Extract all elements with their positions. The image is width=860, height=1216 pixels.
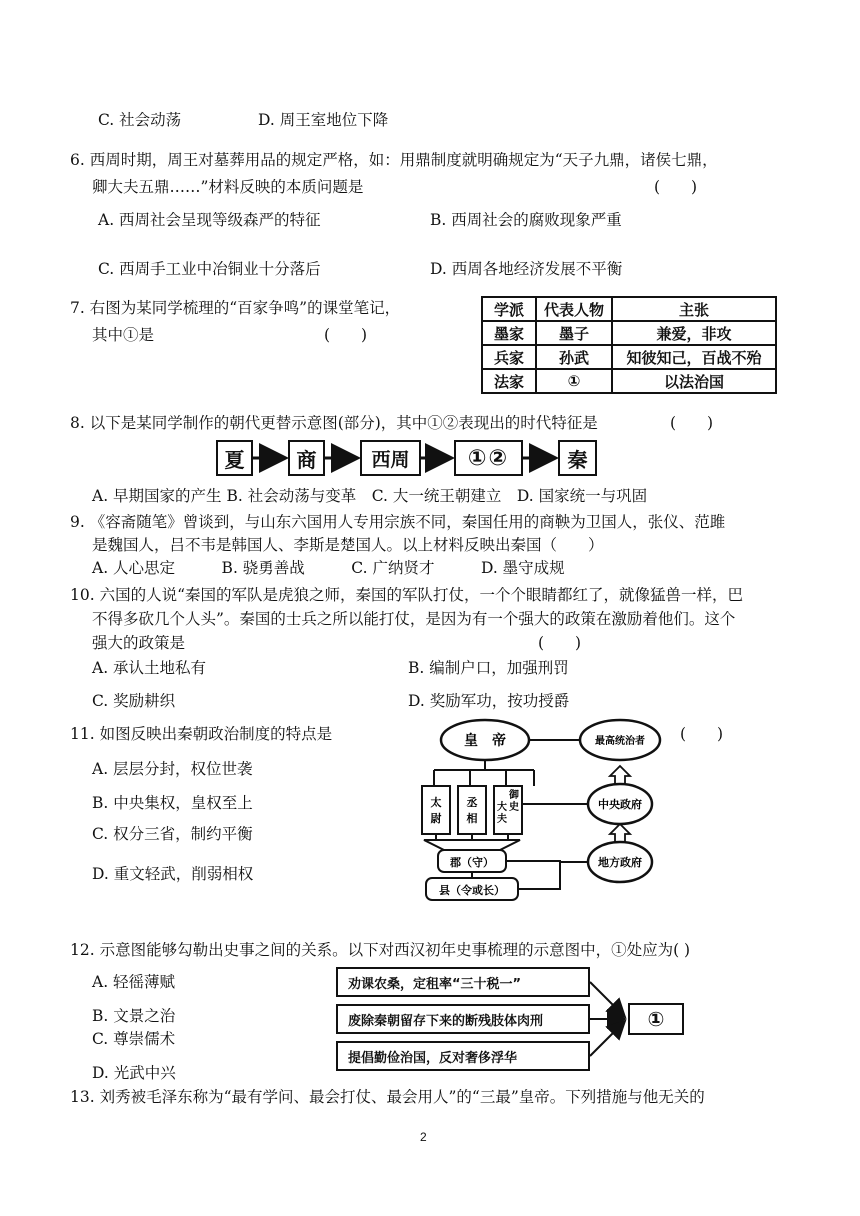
table-cell: 兼爱，非攻 — [612, 321, 776, 345]
q7-stem-line2: 其中①是 — [92, 326, 155, 344]
q12-option-d: D. 光武中兴 — [92, 1064, 176, 1082]
q7-answer-paren: ( ) — [324, 326, 368, 344]
q8-options: A. 早期国家的产生 B. 社会动荡与变革 C. 大一统王朝建立 D. 国家统一与巩固 — [92, 487, 648, 505]
q10-option-b: B. 编制户口，加强刑罚 — [408, 659, 569, 677]
page-number: 2 — [420, 1130, 427, 1144]
table-header-cell: 主张 — [612, 297, 776, 321]
diagram-county: 县（令或长） — [439, 884, 505, 897]
q7-stem-line1: 7. 右图为某同学梳理的“百家争鸣”的课堂笔记， — [70, 299, 401, 317]
q13-stem: 13. 刘秀被毛泽东称为“最有学问、最会打仗、最会用人”的“三最”皇帝。下列措施与他无关的 — [70, 1088, 705, 1106]
table-header-cell: 代表人物 — [536, 297, 612, 321]
diagram-right-central: 中央政府 — [598, 798, 642, 811]
q11-answer-paren: ( ) — [680, 725, 724, 743]
q6-option-d: D. 西周各地经济发展不平衡 — [430, 260, 623, 278]
q12-box-agriculture: 劝课农桑，定租率“三十税一” — [336, 967, 590, 997]
q11-option-d: D. 重文轻武，削弱相权 — [92, 865, 254, 883]
diagram-right-ruler: 最高统治者 — [595, 736, 645, 747]
q6-option-c: C. 西周手工业中冶铜业十分落后 — [98, 260, 321, 278]
q8-answer-paren: ( ) — [670, 414, 714, 432]
q8-stem: 8. 以下是某同学制作的朝代更替示意图(部分)，其中①②表现出的时代特征是 — [70, 414, 598, 432]
table-cell: 墨家 — [482, 321, 536, 345]
q10-stem-line3: 强大的政策是 — [92, 634, 186, 652]
q11-option-c: C. 权分三省，制约平衡 — [92, 825, 253, 843]
q10-option-d: D. 奖励军功，按功授爵 — [408, 692, 570, 710]
flow-box-western-zhou: 西周 — [360, 440, 421, 476]
q10-stem-line2: 不得多砍几个人头”。秦国的士兵之所以能打仗，是因为有一个强大的政策在激励着他们。这个 — [92, 610, 736, 628]
q9-options: A. 人心思定 B. 骁勇善战 C. 广纳贤才 D. 墨守成规 — [92, 559, 565, 577]
diagram-official-chengxiang: 丞相 — [466, 796, 478, 825]
q6-option-b: B. 西周社会的腐败现象严重 — [430, 211, 622, 229]
table-cell: 以法治国 — [612, 369, 776, 393]
table-cell: 知彼知己，百战不殆 — [612, 345, 776, 369]
flow-box-shang: 商 — [288, 440, 325, 476]
q6-answer-paren: ( ) — [654, 178, 698, 196]
table-header-cell: 学派 — [482, 297, 536, 321]
table-cell: 孙武 — [536, 345, 612, 369]
diagram-official-yushi: 御史大夫 — [497, 790, 519, 825]
diagram-emperor: 皇 帝 — [464, 733, 506, 749]
q10-answer-paren: ( ) — [538, 634, 582, 652]
q6-stem-line1: 6. 西周时期，周王对墓葬用品的规定严格，如：用鼎制度就明确规定为“天子九鼎，诸侯七鼎， — [70, 151, 718, 169]
flow-box-xia: 夏 — [216, 440, 253, 476]
q5-option-c: C. 社会动荡 — [98, 111, 182, 129]
diagram-commandery: 郡（守） — [450, 856, 494, 869]
q12-stem: 12. 示意图能够勾勒出史事之间的关系。以下对西汉初年史事梳理的示意图中，①处应为( ) — [70, 941, 691, 959]
q11-stem: 11. 如图反映出秦朝政治制度的特点是 — [70, 725, 333, 743]
table-cell: 兵家 — [482, 345, 536, 369]
q9-stem-line2: 是魏国人，吕不韦是韩国人、李斯是楚国人。以上材料反映出秦国（ ） — [92, 536, 604, 554]
q6-stem-line2: 卿大夫五鼎……”材料反映的本质问题是 — [92, 178, 364, 196]
q10-option-c: C. 奖励耕织 — [92, 692, 176, 710]
diagram-right-local: 地方政府 — [598, 856, 642, 869]
diagram-official-taiwei: 太尉 — [430, 796, 442, 825]
q12-option-c: C. 尊崇儒术 — [92, 1030, 176, 1048]
table-cell: 法家 — [482, 369, 536, 393]
q12-option-b: B. 文景之治 — [92, 1007, 176, 1025]
q11-option-a: A. 层层分封，权位世袭 — [92, 760, 253, 778]
q12-box-frugality: 提倡勤俭治国，反对奢侈浮华 — [336, 1041, 590, 1071]
flow-box-blank: ①② — [454, 440, 523, 476]
q12-target-box: ① — [628, 1003, 684, 1035]
q10-stem-line1: 10. 六国的人说“秦国的军队是虎狼之师，秦国的军队打仗，一个个眼睛都红了，就像猛兽一样，巴 — [70, 586, 744, 604]
q12-box-punishment: 废除秦朝留存下来的断残肢体肉刑 — [336, 1004, 590, 1034]
q9-stem-line1: 9. 《容斋随笔》曾谈到，与山东六国用人专用宗族不同，秦国任用的商鞅为卫国人，张仪、范雎 — [70, 513, 726, 531]
table-cell: ① — [536, 369, 612, 393]
flow-box-qin: 秦 — [558, 440, 597, 476]
q10-option-a: A. 承认土地私有 — [92, 659, 207, 677]
q11-option-b: B. 中央集权，皇权至上 — [92, 794, 253, 812]
q5-option-d: D. 周王室地位下降 — [258, 111, 389, 129]
table-cell: 墨子 — [536, 321, 612, 345]
q6-option-a: A. 西周社会呈现等级森严的特征 — [98, 211, 321, 229]
q12-option-a: A. 轻徭薄赋 — [92, 973, 176, 991]
